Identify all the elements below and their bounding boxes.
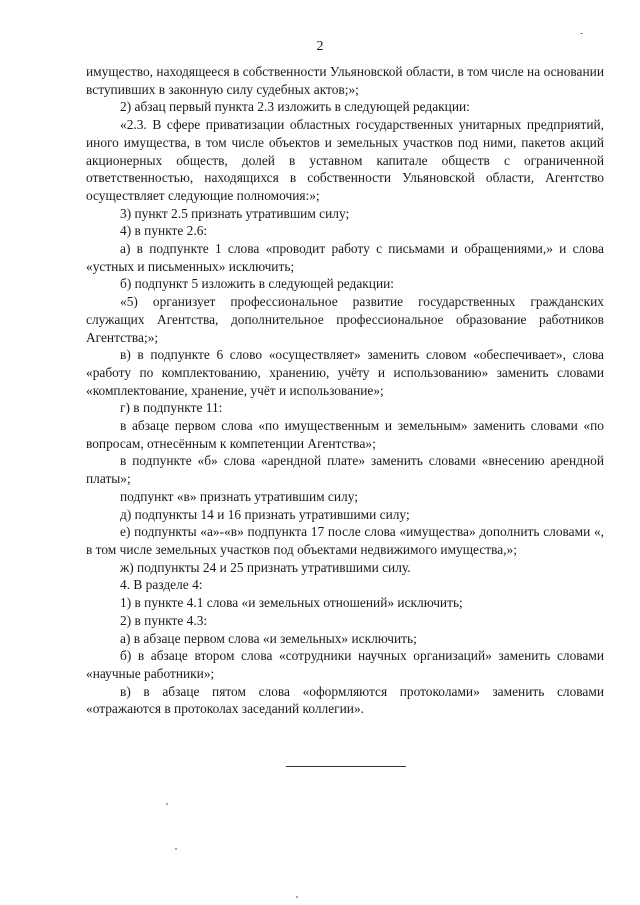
paragraph: ж) подпункты 24 и 25 признать утратившими силу. xyxy=(120,559,411,575)
paragraph: имущество, находящееся в собственности Ульяновской области, в том числе на основании вступивших в законную силу судебных актов;»; xyxy=(86,64,604,97)
closing-separator-line xyxy=(286,766,406,767)
paragraph: 4. В разделе 4: xyxy=(120,577,203,593)
paragraph: б) в абзаце втором слова «сотрудники научных организаций» заменить словами «научные работники»; xyxy=(86,648,604,681)
paragraph: в) в абзаце пятом слова «оформляются протоколами» заменить словами «отражаются в протоколах заседаний коллегии». xyxy=(86,683,604,717)
paragraph: 2) в пункте 4.3: xyxy=(120,612,208,628)
page-number: 2 xyxy=(316,39,324,54)
paragraph: г) в подпункте 11: xyxy=(120,400,223,416)
paragraph: д) подпункты 14 и 16 признать утратившими силу; xyxy=(120,506,410,522)
scan-speck xyxy=(166,803,168,805)
paragraph: 3) пункт 2.5 признать утратившим силу; xyxy=(120,205,350,221)
scan-speck xyxy=(296,896,298,898)
paragraph: в абзаце первом слова «по имущественным и земельным» заменить словами «по вопросам, отнесённым к компетенции Агентства»; xyxy=(86,418,604,451)
scan-speck xyxy=(175,848,177,850)
paragraph: в подпункте «б» слова «арендной плате» заменить словами «внесению арендной платы»; xyxy=(86,453,604,487)
paragraph: 4) в пункте 2.6: xyxy=(120,223,208,239)
paragraph: «5) организует профессиональное развитие государственных гражданских служащих Агентства, дополнительное профессиональное образование работников Агентства;»; xyxy=(86,294,604,345)
paragraph: 1) в пункте 4.1 слова «и земельных отношений» исключить; xyxy=(120,595,463,611)
scan-speck xyxy=(580,33,583,34)
paragraph: б) подпункт 5 изложить в следующей редакции: xyxy=(120,276,395,292)
paragraph: «2.3. В сфере приватизации областных государственных унитарных предприятий, иного имущества, в том числе объектов и земельных участков под ними, пакетов акций акционерных обществ, долей в уставном капитале обществ с ограниченной ответственностью, находящихся в собственности Ульяновской области, Агентство осуществляет следующие полномочия:»; xyxy=(86,117,604,203)
paragraph: е) подпункты «а»-«в» подпункта 17 после слова «имущества» дополнить словами «, в том числе земельных участков под объектами недвижимого имущества,»; xyxy=(86,524,604,557)
paragraph: в) в подпункте 6 слово «осуществляет» заменить словом «обеспечивает», слова «работу по комплектованию, хранению, учёту и использованию» заменить словами «комплектование, хранение, учёт и использование»; xyxy=(86,347,604,398)
paragraph: а) в абзаце первом слова «и земельных» исключить; xyxy=(120,630,417,646)
paragraph: 2) абзац первый пункта 2.3 изложить в следующей редакции: xyxy=(120,99,470,115)
document-body xyxy=(86,63,604,718)
paragraph: подпункт «в» признать утратившим силу; xyxy=(120,488,358,504)
paragraph: а) в подпункте 1 слова «проводит работу с письмами и обращениями,» и слова «устных и письменных» исключить; xyxy=(86,241,604,274)
